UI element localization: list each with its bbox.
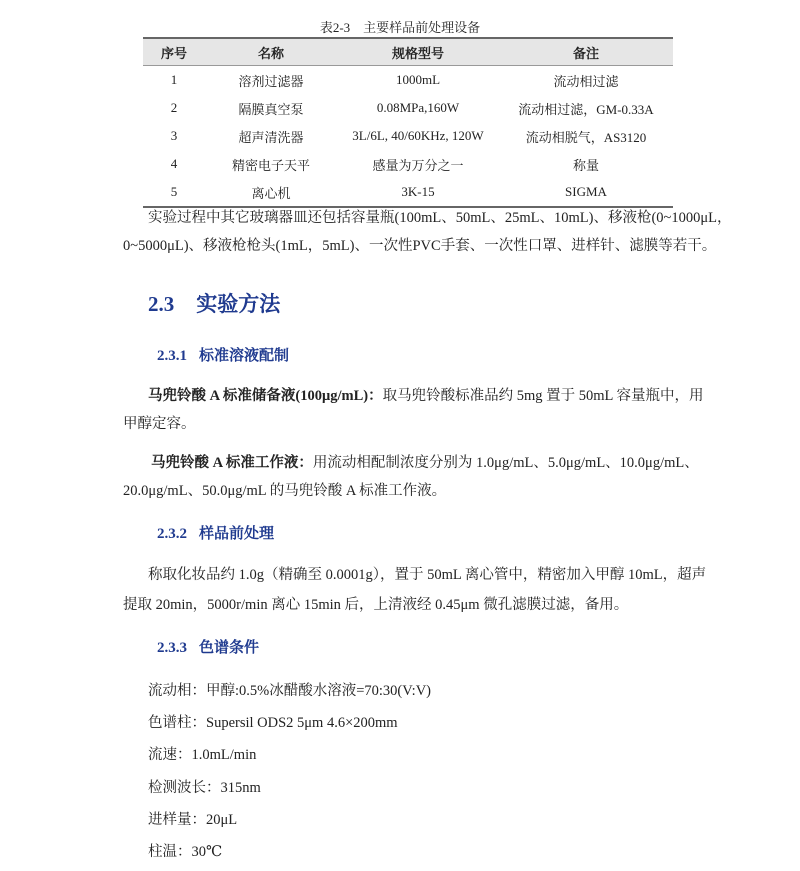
paragraph-line: 提取 20min，5000r/min 离心 15min 后，上清液经 0.45μm 微孔滤膜过滤，备用。 [123, 597, 629, 613]
table-cell: 溶剂过滤器 [238, 73, 304, 89]
condition-line: 柱温：30℃ [148, 844, 223, 860]
table-row [143, 178, 673, 207]
paragraph-line: 称取化妆品约 1.0g（精确至 0.0001g），置于 50mL 离心管中，精密加入甲醇 10mL，超声 [148, 567, 707, 583]
paragraph-line: 实验过程中其它玻璃器皿还包括容量瓶(100mL、50mL、25mL、10mL)、移液枪(0~1000μL， [148, 210, 732, 226]
table-cell: 3 [170, 128, 178, 143]
table-cell: 隔膜真空泵 [238, 101, 304, 117]
paragraph-line: 马兜铃酸 A 标准储备液(100μg/mL)：取马兜铃酸标准品约 5mg 置于 50mL 容量瓶中，用 [148, 388, 704, 404]
table-caption: 表2-3 主要样品前处理设备 [319, 20, 481, 35]
table-cell: 1000mL [395, 72, 441, 87]
paragraph-line: 甲醇定容。 [123, 416, 196, 432]
table-cell: 1 [170, 72, 178, 87]
table-cell: SIGMA [499, 178, 673, 207]
column-header: 规格型号 [337, 38, 499, 66]
table-cell: 4 [170, 156, 178, 171]
table-row [143, 94, 673, 122]
table-cell: 2 [170, 100, 178, 115]
table-cell: 称量 [572, 157, 599, 173]
table-cell: 0.08MPa,160W [376, 100, 460, 115]
condition-line: 色谱柱：Supersil ODS2 5μm 4.6×200mm [148, 715, 398, 731]
table-cell: 流动相过滤，GM-0.33A [518, 101, 654, 117]
condition-line: 检测波长：315nm [148, 780, 261, 796]
table-row [143, 150, 673, 178]
subsection-heading: 2.3.1 标准溶液配制 [157, 348, 290, 364]
table-cell: 感量为万分之一 [372, 157, 464, 173]
section-heading: 2.3 实验方法 [148, 292, 281, 316]
table-cell: 流动相过滤 [553, 73, 619, 89]
column-header: 备注 [499, 38, 673, 66]
paragraph-line: 20.0μg/mL、50.0μg/mL 的马兜铃酸 A 标准工作液。 [123, 483, 447, 499]
equipment-table [143, 37, 673, 208]
column-header: 序号 [143, 38, 205, 66]
table-row [143, 122, 673, 150]
table-header-row [143, 38, 673, 66]
table-cell: 3L/6L, 40/60KHz, 120W [352, 128, 484, 143]
condition-line: 流动相：甲醇:0.5%冰醋酸水溶液=70:30(V:V) [148, 683, 431, 699]
column-header: 名称 [205, 38, 337, 66]
paragraph-line: 马兜铃酸 A 标准工作液：用流动相配制浓度分别为 1.0μg/mL、5.0μg/mL、10.0μg/mL、 [151, 455, 699, 471]
table-cell: 超声清洗器 [238, 129, 304, 145]
condition-line: 流速：1.0mL/min [148, 747, 257, 763]
table-cell: 流动相脱气，AS3120 [525, 129, 647, 145]
subsection-heading: 2.3.2 样品前处理 [157, 526, 275, 542]
table-row [143, 66, 673, 95]
table-cell: 离心机 [205, 178, 337, 207]
paragraph-line: 0~5000μL)、移液枪枪头(1mL，5mL)、一次性PVC手套、一次性口罩、进样针、滤膜等若干。 [123, 238, 717, 254]
table-cell: 5 [143, 178, 205, 207]
condition-line: 进样量：20μL [148, 812, 238, 828]
table-cell: 3K-15 [337, 178, 499, 207]
table-cell: 精密电子天平 [231, 157, 310, 173]
subsection-heading: 2.3.3 色谱条件 [157, 640, 260, 656]
